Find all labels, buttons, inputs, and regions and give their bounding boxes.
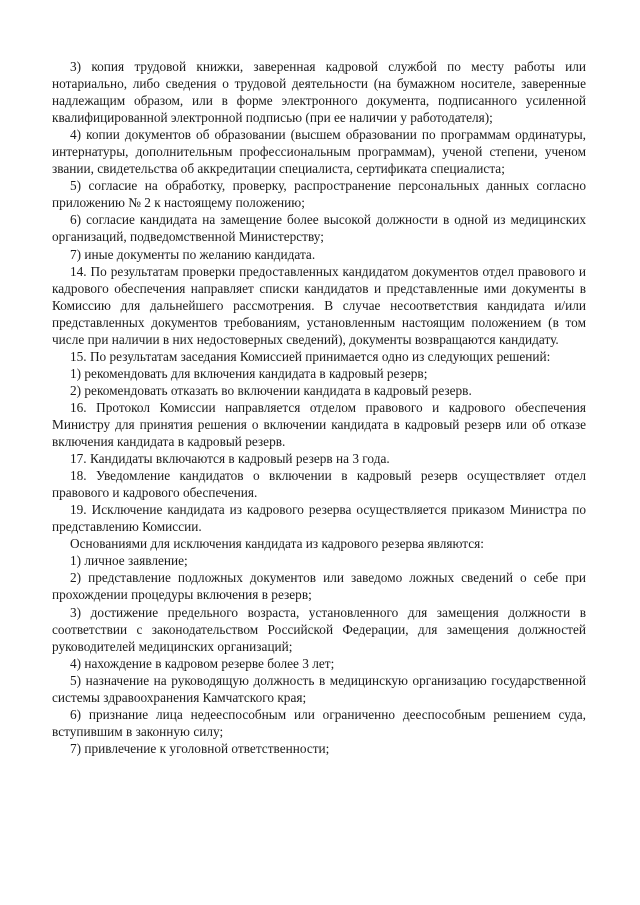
list-item: 7) иные документы по желанию кандидата. xyxy=(70,246,316,262)
list-item: 6) признание лица недееспособным или ограниченно дееспособным решением суда, вступившим в законную силу; xyxy=(52,706,586,739)
clause-14: 14. По результатам проверки предоставленных кандидатом документов отдел правового и кадрового обеспечения направляет списки кандидатов и представленные ими документы в Комиссию для дальнейшего рассмотрения. В случае несоответствия кандидата и/или представленных документов требованиям, установленным настоящим положением (в том числе при наличии в них недостоверных сведений), документы возвращаются кандидату. xyxy=(52,263,586,347)
list-item: 1) рекомендовать для включения кандидата в кадровый резерв; xyxy=(70,365,428,381)
list-item: 3) достижение предельного возраста, установленного для замещения должности в соответствии с законодательством Российской Федерации, для замещения должностей руководителей медицинских организаций; xyxy=(52,604,586,654)
list-item: 1) личное заявление; xyxy=(70,553,188,569)
list-item: 4) нахождение в кадровом резерве более 3 лет; xyxy=(70,655,335,671)
list-item: 5) назначение на руководящую должность в медицинскую организацию государственной системы здравоохранения Камчатского края; xyxy=(52,672,586,705)
grounds-intro: Основаниями для исключения кандидата из кадрового резерва являются: xyxy=(70,536,484,552)
list-item: 7) привлечение к уголовной ответственности; xyxy=(70,740,330,756)
list-item: 2) рекомендовать отказать во включении кандидата в кадровый резерв. xyxy=(70,382,472,398)
clause-16: 16. Протокол Комиссии направляется отделом правового и кадрового обеспечения Министру для принятия решения о включении кандидата в кадровый резерв или об отказе включения кандидата в кадровый резерв. xyxy=(52,399,586,450)
list-item: 6) согласие кандидата на замещение более высокой должности в одной из медицинских организаций, подведомственной Министерству; xyxy=(52,212,586,245)
list-item: 4) копии документов об образовании (высшем образовании по программам ординатуры, интернатуры, дополнительным профессиональным программам), ученой степени, ученом звании, свидетельства об аккредитации специалиста, сертификата специалиста; xyxy=(52,127,586,177)
document-body xyxy=(52,58,586,757)
clause-19: 19. Исключение кандидата из кадрового резерва осуществляется приказом Министра по представлению Комиссии. xyxy=(52,502,586,535)
list-item: 3) копия трудовой книжки, заверенная кадровой службой по месту работы или нотариально, либо сведения о трудовой деятельности (на бумажном носителе, заверенные надлежащим образом, или в форме электронного документа, подписанного усиленной квалифицированной электронной подписью (при ее наличии у работодателя); xyxy=(52,59,586,126)
clause-18: 18. Уведомление кандидатов о включении в кадровый резерв осуществляет отдел правового и кадрового обеспечения. xyxy=(52,468,586,501)
clause-15: 15. По результатам заседания Комиссией принимается одно из следующих решений: xyxy=(70,348,551,364)
list-item: 2) представление подложных документов или заведомо ложных сведений о себе при прохождении процедуры включения в резерв; xyxy=(52,570,586,603)
clause-17: 17. Кандидаты включаются в кадровый резерв на 3 года. xyxy=(70,451,390,467)
list-item: 5) согласие на обработку, проверку, распространение персональных данных согласно приложению № 2 к настоящему положению; xyxy=(52,178,586,211)
